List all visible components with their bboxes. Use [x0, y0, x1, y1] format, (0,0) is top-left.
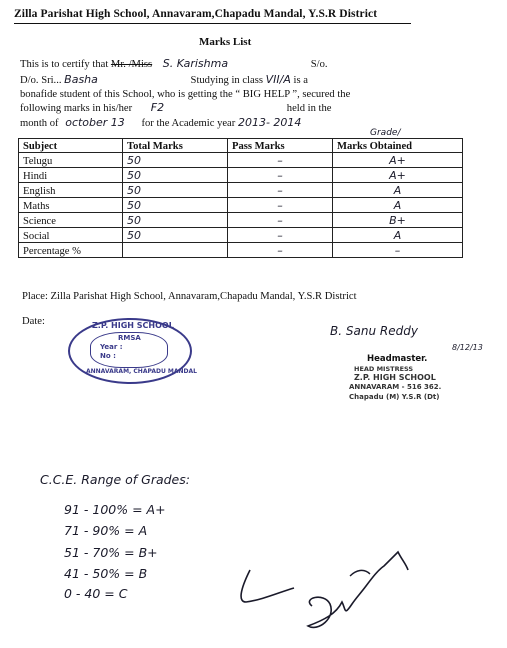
son-of: S/o.: [310, 59, 328, 70]
header-obtained: Marks Obtained: [333, 139, 463, 153]
table-row: [19, 153, 463, 168]
pass-cell: –: [228, 228, 333, 243]
pass-cell: –: [228, 183, 333, 198]
exam-value: F2: [150, 101, 165, 114]
line2-suffix: is a: [293, 75, 308, 86]
subject-cell: Maths: [19, 198, 123, 213]
stamp-school: Z.P. HIGH SCHOOL: [354, 373, 436, 382]
table-row: [19, 198, 463, 213]
table-row: [19, 228, 463, 243]
grade-note: Grade/: [370, 128, 401, 138]
stamp-top: Z.P. HIGH SCHOOL: [92, 321, 174, 330]
total-cell: 50: [123, 183, 228, 198]
school-title: Zilla Parishat High School, Annavaram,Chapadu Mandal, Y.S.R District: [14, 8, 378, 20]
date-label: Date:: [22, 316, 45, 327]
stamp-year: Year :: [100, 343, 123, 351]
pass-cell: –: [228, 153, 333, 168]
subject-cell: English: [19, 183, 123, 198]
salutation: Mr. /Miss: [110, 59, 153, 70]
obtained-cell: A: [333, 198, 463, 213]
cert-line-2: [20, 73, 308, 87]
marks-table: [18, 138, 463, 258]
obtained-cell: –: [333, 243, 463, 258]
table-row: [19, 243, 463, 258]
subject-cell: Hindi: [19, 168, 123, 183]
line4-suffix: held in the: [286, 103, 332, 114]
line2-mid: Studying in class: [190, 75, 263, 86]
year-value: 2013- 2014: [237, 116, 302, 129]
total-cell: 50: [123, 228, 228, 243]
pass-cell: –: [228, 198, 333, 213]
total-cell: [123, 243, 228, 258]
signature-date: 8/12/13: [452, 343, 483, 352]
school-stamp: [68, 318, 197, 384]
subject-cell: Percentage %: [19, 243, 123, 258]
pass-cell: –: [228, 168, 333, 183]
stamp-role: HEAD MISTRESS: [354, 365, 414, 373]
line4-prefix: following marks in: [20, 103, 101, 114]
stamp-bottom: ANNAVARAM, CHAPADU MANDAL: [86, 368, 197, 375]
title-underline: [14, 23, 411, 24]
student-name: S. Karishma: [162, 57, 229, 70]
line1-prefix: This is to certify that: [20, 59, 109, 70]
grade-line: 71 - 90% = A: [64, 523, 148, 538]
month-value: october 13: [65, 116, 125, 129]
line2-prefix: D/o. Sri...: [20, 75, 62, 86]
class-value: VII/A: [265, 73, 291, 86]
grade-line: 51 - 70% = B+: [64, 545, 158, 560]
grade-line: 41 - 50% = B: [64, 566, 148, 581]
header-pass: Pass Marks: [228, 139, 333, 153]
total-cell: 50: [123, 168, 228, 183]
stamp-no: No :: [100, 352, 116, 360]
stamp-place: ANNAVARAM - 516 362.: [349, 383, 442, 391]
cert-line-5: [20, 116, 301, 130]
grade-line: 91 - 100% = A+: [64, 502, 166, 517]
cert-line-1: [20, 57, 328, 71]
table-row: [19, 213, 463, 228]
stamp-mid: RMSA: [118, 334, 141, 342]
headmaster-signature: B. Sanu Reddy: [330, 324, 418, 338]
table-row: [19, 183, 463, 198]
handwritten-signature: [232, 540, 422, 640]
cert-line-3: bonafide student of this School, who is getting the “ BIG HELP ”, secured the: [20, 89, 351, 100]
subject-cell: Telugu: [19, 153, 123, 168]
obtained-cell: A: [333, 183, 463, 198]
header-total: Total Marks: [123, 139, 228, 153]
total-cell: 50: [123, 198, 228, 213]
pass-cell: –: [228, 213, 333, 228]
subject-cell: Science: [19, 213, 123, 228]
obtained-cell: B+: [333, 213, 463, 228]
stamp-district: Chapadu (M) Y.S.R (Dt): [349, 393, 440, 401]
line5-mid: for the Academic year: [141, 118, 236, 129]
obtained-cell: A: [333, 228, 463, 243]
total-cell: 50: [123, 153, 228, 168]
grade-line: 0 - 40 = C: [64, 586, 128, 601]
header-subject: Subject: [19, 139, 123, 153]
marks-list-title: Marks List: [199, 36, 252, 48]
total-cell: 50: [123, 213, 228, 228]
pass-cell: –: [228, 243, 333, 258]
grades-title: C.C.E. Range of Grades:: [40, 472, 190, 487]
cert-line-4: [20, 101, 331, 115]
subject-cell: Social: [19, 228, 123, 243]
table-row: [19, 168, 463, 183]
his-her: his/her: [103, 103, 133, 114]
headmaster-role: Headmaster.: [367, 354, 428, 364]
place-line: Place: Zilla Parishat High School, Annavaram,Chapadu Mandal, Y.S.R District: [22, 291, 357, 302]
obtained-cell: A+: [333, 168, 463, 183]
line5-prefix: month of: [20, 118, 59, 129]
table-header-row: [19, 139, 463, 153]
obtained-cell: A+: [333, 153, 463, 168]
father-name: Basha: [64, 73, 98, 86]
